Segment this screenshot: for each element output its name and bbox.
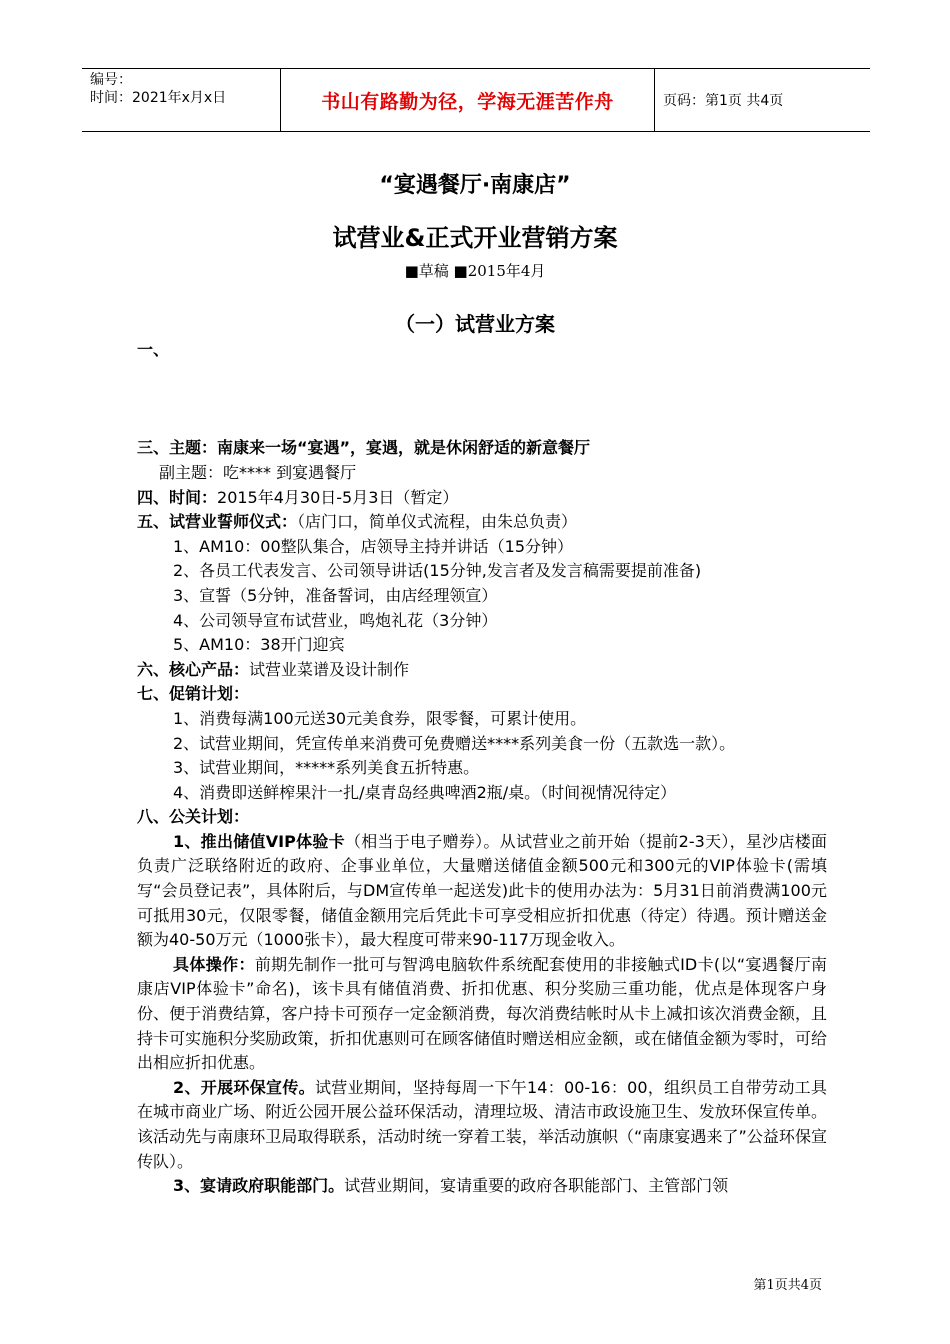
page-footer: 第1页共4页 — [753, 1278, 822, 1293]
document-body — [137, 338, 827, 1199]
vip-card-note: （相当于电子赠券） — [344, 831, 484, 851]
header-meta — [82, 69, 281, 131]
document-title: “宴遇餐厅·南康店” — [379, 173, 571, 198]
list-item: 5、AM10：38开门迎宾 — [173, 635, 345, 655]
list-item: 1、消费每满100元送30元美食券，限零餐，可累计使用。 — [173, 708, 587, 728]
environment-head: 2、开展环保宣传。 — [173, 1077, 315, 1097]
government-text: 试营业期间，宴请重要的政府各职能部门、主管部门领 — [344, 1176, 729, 1196]
page-label: 页码：第1页 共4页 — [663, 93, 784, 109]
section-heading: （一）试营业方案 — [395, 312, 555, 336]
section-4 — [137, 486, 827, 511]
operation-text: 前期先制作一批可与智鸿电脑软件系统配套使用的非接触式ID卡(以“宴遇餐厅南康店VIP体验卡”命名)，该卡具有储值消费、折扣优惠、积分奖励三重功能，优点是体现客户身份、便于消费结算，客户持卡可预存一定金额消费，每次消费结帐时从卡上减扣该次消费金额，且持卡可实施积分奖励政策，折扣优惠则可在顾客储值时赠送相应金额，或在储值金额为零时，可给出相应折扣优惠。 — [137, 954, 827, 1073]
list-item: 2、各员工代表发言、公司领导讲话(15分钟,发言者及发言稿需要提前准备) — [173, 561, 702, 581]
operation-head: 具体操作： — [173, 954, 255, 974]
paragraph-government — [137, 1174, 827, 1199]
government-head: 3、宴请政府职能部门。 — [173, 1176, 345, 1196]
draft-date: ■草稿 ■2015年4月 — [404, 262, 546, 280]
section-6-text: 试营业菜谱及设计制作 — [249, 659, 410, 679]
blank-space — [137, 363, 827, 437]
paragraph-environment — [137, 1076, 827, 1174]
header-page-cell — [655, 69, 870, 131]
section-3-title: 三、主题：南康来一场“宴遇”，宴遇，就是休闲舒适的新意餐厅 — [137, 438, 591, 458]
motto: 书山有路勤为径，学海无涯苦作舟 — [321, 90, 614, 113]
header-motto-cell — [281, 69, 655, 131]
section-6-head: 六、核心产品： — [137, 659, 250, 679]
section-5 — [137, 510, 827, 535]
section-3-subtitle: 副主题：吃**** 到宴遇餐厅 — [159, 462, 357, 482]
list-item: 3、宣誓（5分钟，准备誓词，由店经理领宣） — [173, 585, 498, 605]
list-item: 4、公司领导宣布试营业，鸣炮礼花（3分钟） — [173, 610, 498, 630]
section-4-head: 四、时间： — [137, 487, 218, 507]
list-item: 2、试营业期间，凭宣传单来消费可免费赠送****系列美食一份（五款选一款）。 — [173, 733, 736, 753]
document-subtitle: 试营业&正式开业营销方案 — [332, 224, 618, 252]
number-label: 编号： — [90, 72, 132, 88]
paragraph-operation — [137, 953, 827, 1076]
header-table — [82, 68, 870, 132]
section-1: 一、 — [137, 340, 170, 359]
list-item: 4、消费即送鲜榨果汁一扎/桌青岛经典啤酒2瓶/桌。（时间视情况待定） — [173, 782, 677, 802]
paragraph-vip-card — [137, 830, 827, 953]
list-item: 1、AM10：00整队集合，店领导主持并讲话（15分钟） — [173, 536, 574, 556]
section-7-head: 七、促销计划： — [137, 684, 250, 704]
section-5-text: （店门口，简单仪式流程，由朱总负责） — [297, 512, 578, 532]
section-5-head: 五、试营业誓师仪式： — [137, 512, 298, 532]
date-label: 时间：2021年x月x日 — [90, 90, 227, 106]
section-4-text: 2015年4月30日-5月3日（暂定） — [217, 487, 459, 507]
section-6 — [137, 658, 827, 683]
vip-card-head: 1、推出储值VIP体验卡 — [173, 831, 345, 851]
environment-text: 试营业期间，坚持每周一下午14：00-16：00，组织员工自带劳动工具在城市商业广场、附近公园开展公益环保活动，清理垃圾、清洁市政设施卫生、发放环保宣传单。该活动先与南康环卫局取得联系，活动时统一穿着工装，举活动旗帜（“南康宴遇来了”公益环保宣传队）。 — [137, 1077, 827, 1171]
vip-card-text: 。从试营业之前开始（提前2-3天），星沙店楼面负责广泛联络附近的政府、企事业单位，大量赠送储值金额500元和300元的VIP体验卡(需填写“会员登记表”，具体附后，与DM宣传单一起送发)此卡的使用办法为：5月31日前消费满100元可抵用30元，仅限零餐，储值金额用完后凭此卡可享受相应折扣优惠（待定）待遇。预计赠送金额为40-50万元（1000张卡），最大程度可带来90-117万现金收入。 — [137, 831, 827, 950]
list-item: 3、试营业期间，*****系列美食五折特惠。 — [173, 758, 480, 778]
section-8-head: 八、公关计划： — [137, 807, 250, 827]
